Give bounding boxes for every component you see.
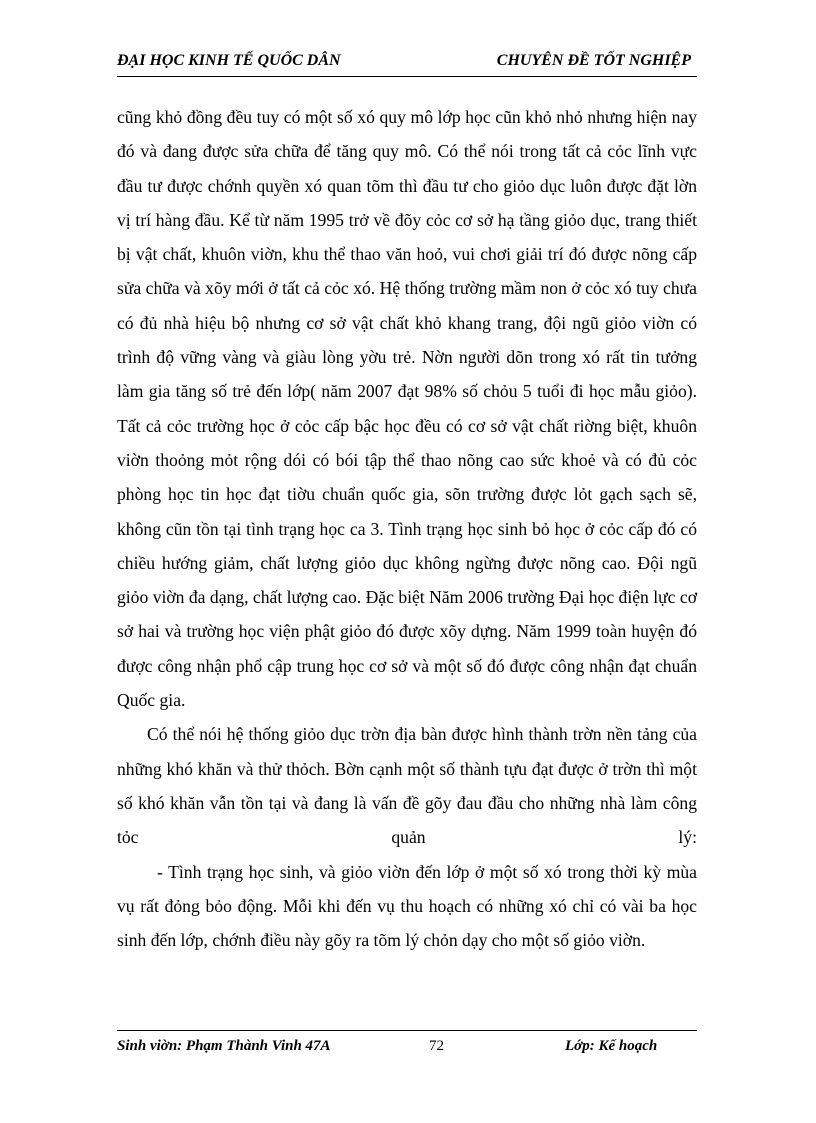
body-text bbox=[117, 100, 697, 957]
paragraph: cũng khỏ đồng đều tuy có một số xó quy mô lớp học cũn khỏ nhỏ nhưng hiện nay đó và đang được sửa chữa để tăng quy mô. Có thể nói trong tất cả cỏc lĩnh vực đầu tư được chớnh quyền xó quan tõm thì đầu tư cho giỏo dục luôn được đặt lờn vị trí hàng đầu. Kể từ năm 1995 trở về đõy cỏc cơ sở hạ tầng giỏo dục, trang thiết bị vật chất, khuôn viờn, khu thể thao văn hoỏ, vui chơi giải trí đó được nõng cấp sửa chữa và xõy mới ở tất cả cỏc xó. Hệ thống trường mầm non ở cỏc xó tuy chưa có đủ nhà hiệu bộ nhưng cơ sở vật chất khỏ khang trang, đội ngũ giỏo viờn có trình độ vững vàng và giàu lòng yờu trẻ. Nờn người dõn trong xó rất tin tưởng làm gia tăng số trẻ đến lớp( năm 2007 đạt 98% số chỏu 5 tuổi đi học mẫu giỏo). Tất cả cỏc trường học ở cỏc cấp bậc học đều có cơ sở vật chất riờng biệt, khuôn viờn thoỏng mỏt rộng dói có bói tập thể thao nõng cao sức khoẻ và có đủ cỏc phòng học tin học đạt tiờu chuẩn quốc gia, sõn trường được lỏt gạch sạch sẽ, không cũn tồn tại tình trạng học ca 3. Tình trạng học sinh bỏ học ở cỏc cấp đó có chiều hướng giảm, chất lượng giỏo dục không ngừng được nõng cao. Đội ngũ giỏo viờn đa dạng, chất lượng cao. Đặc biệt Năm 2006 trường Đại học điện lực cơ sở hai và trường học viện phật giỏo đó được xõy dựng. Năm 1999 toàn huyện đó được công nhận phổ cập trung học cơ sở và một số đó được công nhận đạt chuẩn Quốc gia. bbox=[117, 107, 697, 711]
page-number: 72 bbox=[429, 1038, 444, 1054]
page-header bbox=[117, 52, 697, 77]
university-name: ĐẠI HỌC KINH TẾ QUỐC DÂN bbox=[117, 52, 341, 69]
paragraph: - Tình trạng học sinh, và giỏo viờn đến lớp ở một số xó trong thời kỳ mùa vụ rất đỏng bỏo động. Mỗi khi đến vụ thu hoạch có những xó chỉ có vài ba học sinh đến lớp, chớnh điều này gõy ra tõm lý chỏn dạy cho một số giỏo viờn. bbox=[117, 861, 697, 951]
page-footer bbox=[117, 1030, 697, 1054]
class-name: Lớp: Kế hoạch bbox=[565, 1038, 658, 1054]
document-type: CHUYÊN ĐỀ TỐT NGHIỆP bbox=[496, 52, 691, 69]
paragraph: Có thể nói hệ thống giỏo dục trờn địa bàn được hình thành trờn nền tảng của những khó khăn và thử thỏch. Bờn cạnh một số thành tựu đạt được ở trờn thì một số khó khăn vẫn tồn tại và đang là vấn đề gõy đau đầu cho những nhà làm công tỏc quản lý: bbox=[117, 724, 697, 848]
student-name: Sinh viờn: Phạm Thành Vinh 47A bbox=[117, 1038, 331, 1054]
